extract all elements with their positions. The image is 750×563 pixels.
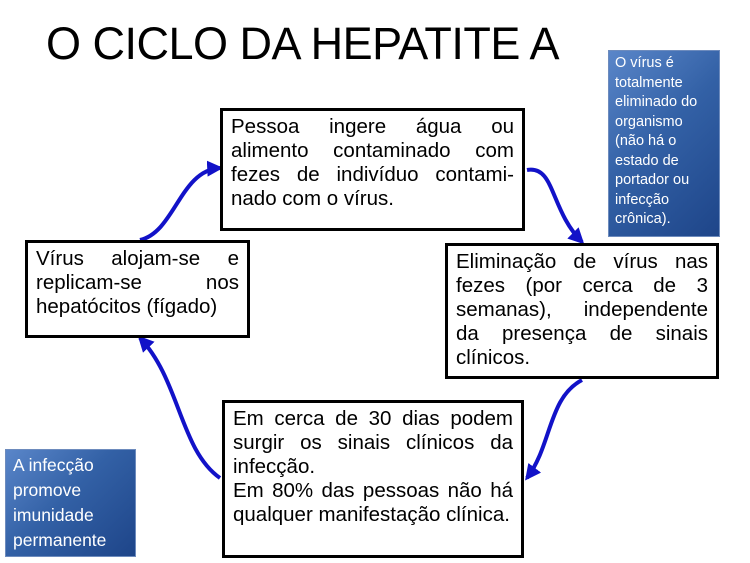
step-ingestion-text: Pessoa ingere água ou alimento contaminado com fezes de indivíduo contami-nado com o vírus. xyxy=(231,115,514,210)
arrow-symptoms-to-replication xyxy=(140,338,220,478)
step-replication-text: Vírus alojam-se e replicam-se nos hepatócitos (fígado) xyxy=(36,247,239,318)
step-symptoms-text-1: Em cerca de 30 dias podem surgir os sinais clínicos da infecção. xyxy=(233,407,513,478)
step-symptoms-box xyxy=(222,400,524,558)
step-ingestion-box xyxy=(220,108,525,231)
arrow-replication-to-ingest xyxy=(140,168,220,240)
note-virus-eliminated: O vírus é totalmente eliminado do organismo (não há o estado de portador ou infecção crônica). xyxy=(608,50,720,237)
arrow-ingest-to-elimination xyxy=(527,170,582,242)
diagram-title: O CICLO DA HEPATITE A xyxy=(46,18,559,69)
step-elimination-box xyxy=(445,243,719,379)
step-symptoms-text-2: Em 80% das pessoas não há qualquer manifestação clínica. xyxy=(233,479,513,526)
step-elimination-text: Eliminação de vírus nas fezes (por cerca de 3 semanas), independente da presença de sinais clínicos. xyxy=(456,250,708,369)
step-replication-box xyxy=(25,240,250,338)
arrow-elimination-to-symptoms xyxy=(527,380,582,478)
note-permanent-immunity: A infecção promove imunidade permanente xyxy=(5,449,136,557)
